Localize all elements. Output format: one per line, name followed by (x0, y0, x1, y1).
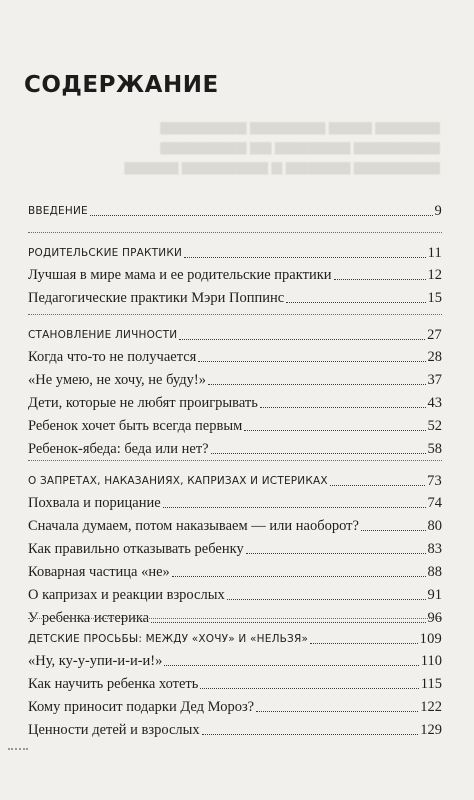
toc-page-number: 96 (427, 610, 442, 626)
dot-leader (90, 215, 433, 216)
dot-leader (198, 361, 425, 362)
toc-section-heading (28, 200, 442, 220)
toc-page-number: 9 (434, 203, 442, 219)
toc-heading-text: ВВЕДЕНИЕ (28, 205, 88, 217)
toc-heading-text: ДЕТСКИЕ ПРОСЬБЫ: МЕЖДУ «ХОЧУ» И «НЕЛЬЗЯ» (28, 633, 309, 645)
toc-page-number: 109 (419, 631, 442, 647)
toc-entry-text: Дети, которые не любят проигрывать (28, 395, 258, 411)
toc-page-number: 28 (427, 349, 442, 365)
toc-entry-text: Педагогические практики Мэри Поппинс (28, 290, 285, 306)
toc-page-number: 73 (427, 473, 442, 489)
toc-page-number: 12 (427, 267, 442, 283)
toc-page-number: 88 (427, 564, 442, 580)
toc-entry (28, 264, 442, 284)
dot-leader (227, 599, 426, 600)
toc-entry (28, 584, 442, 604)
toc-entry-text: Ценности детей и взрослых (28, 722, 200, 738)
toc-entry-text: Ребенок хочет быть всегда первым (28, 418, 243, 434)
dot-leader (310, 643, 418, 644)
toc-page-number: 58 (427, 441, 442, 457)
toc-entry (28, 561, 442, 581)
toc-section-heading (28, 628, 442, 648)
dot-leader (246, 553, 426, 554)
toc-section-requests (28, 618, 442, 738)
toc-section-personality (28, 314, 442, 457)
toc-entry (28, 515, 442, 535)
dot-leader (179, 339, 425, 340)
toc-heading-text: РОДИТЕЛЬСКИЕ ПРАКТИКИ (28, 247, 183, 259)
toc-entry-text: Как правильно отказывать ребенку (28, 541, 244, 557)
toc-entry-text: «Не умею, не хочу, не буду!» (28, 372, 206, 388)
dot-leader (256, 711, 418, 712)
dot-leader (260, 407, 426, 408)
dot-leader (330, 485, 425, 486)
toc-page-number: 129 (420, 722, 442, 738)
toc-entry (28, 392, 442, 412)
toc-page-number: 80 (427, 518, 442, 534)
toc-page-number: 74 (427, 495, 442, 511)
toc-page-number: 37 (427, 372, 442, 388)
section-divider (28, 314, 442, 315)
section-divider (28, 460, 442, 461)
toc-entry-text: У ребенка истерика (28, 610, 150, 626)
toc-heading-text: СТАНОВЛЕНИЕ ЛИЧНОСТИ (28, 329, 178, 341)
toc-entry-text: Похвала и порицание (28, 495, 161, 511)
toc-entry-text: «Ну, ку-у-упи-и-и-и!» (28, 653, 163, 669)
toc-section-parenting (28, 232, 442, 312)
toc-entry-text: Лучшая в мире мама и ее родительские практики (28, 267, 332, 283)
toc-page-number: 15 (427, 290, 442, 306)
dot-leader (361, 530, 426, 531)
page-title: СОДЕРЖАНИЕ (24, 72, 219, 98)
toc-entry-text: Когда что-то не получается (28, 349, 197, 365)
toc-entry (28, 438, 442, 458)
dot-leader (163, 507, 426, 508)
toc-page-number: 122 (420, 699, 442, 715)
toc-page-number: 83 (427, 541, 442, 557)
toc-entry (28, 415, 442, 435)
toc-heading-text: О ЗАПРЕТАХ, НАКАЗАНИЯХ, КАПРИЗАХ И ИСТЕРИКАХ (28, 475, 328, 487)
dot-leader (208, 384, 426, 385)
toc-section-heading (28, 242, 442, 262)
toc-entry (28, 287, 442, 307)
toc-entry-text: Как научить ребенка хотеть (28, 676, 199, 692)
toc-entry-text: Кому приносит подарки Дед Мороз? (28, 699, 255, 715)
toc-page-number: 43 (427, 395, 442, 411)
toc-entry (28, 650, 442, 670)
dot-leader (211, 453, 426, 454)
toc-entry (28, 673, 442, 693)
toc-entry (28, 696, 442, 716)
toc-page-number: 110 (420, 653, 442, 669)
dot-leader (184, 257, 426, 258)
dot-leader (164, 665, 418, 666)
toc-page-number: 27 (427, 327, 442, 343)
toc-page-number: 115 (420, 676, 442, 692)
toc-entry-text: Коварная частица «не» (28, 564, 170, 580)
dot-leader (244, 430, 425, 431)
toc-section-heading (28, 470, 442, 490)
dot-leader (334, 279, 426, 280)
dot-leader (286, 302, 425, 303)
dot-leader (172, 576, 426, 577)
toc-page-number: 52 (427, 418, 442, 434)
section-divider (28, 232, 442, 233)
toc-section-prohibitions (28, 460, 442, 626)
toc-entry-text: Сначала думаем, потом наказываем — или наоборот? (28, 518, 359, 534)
toc-entry-text: Ребенок-ябеда: беда или нет? (28, 441, 209, 457)
section-divider (28, 618, 442, 619)
page-edge-mark (8, 748, 28, 750)
toc-entry-text: О капризах и реакции взрослых (28, 587, 225, 603)
toc-entry (28, 719, 442, 739)
dot-leader (200, 688, 418, 689)
toc-page-number: 91 (427, 587, 442, 603)
show-through-text: ▆▆▆▆▆▆ ▆▆▆▆ ▆▆▆▆▆▆▆ ▆▆▆▆▆▆▆▆ ▆▆▆▆▆▆▆▆ ▆▆▆▆▆▆▆ ▆▆ ▆▆▆▆▆▆▆▆ ▆▆▆▆▆▆▆▆ ▆▆▆▆▆▆ ▆ ▆▆▆▆▆▆▆▆ ▆▆▆▆▆ (124, 120, 440, 175)
toc-entry (28, 538, 442, 558)
toc-section-heading (28, 324, 442, 344)
dot-leader (202, 734, 419, 735)
toc-page-number: 11 (427, 245, 442, 261)
toc-entry (28, 346, 442, 366)
toc-entry (28, 492, 442, 512)
toc-entry (28, 369, 442, 389)
